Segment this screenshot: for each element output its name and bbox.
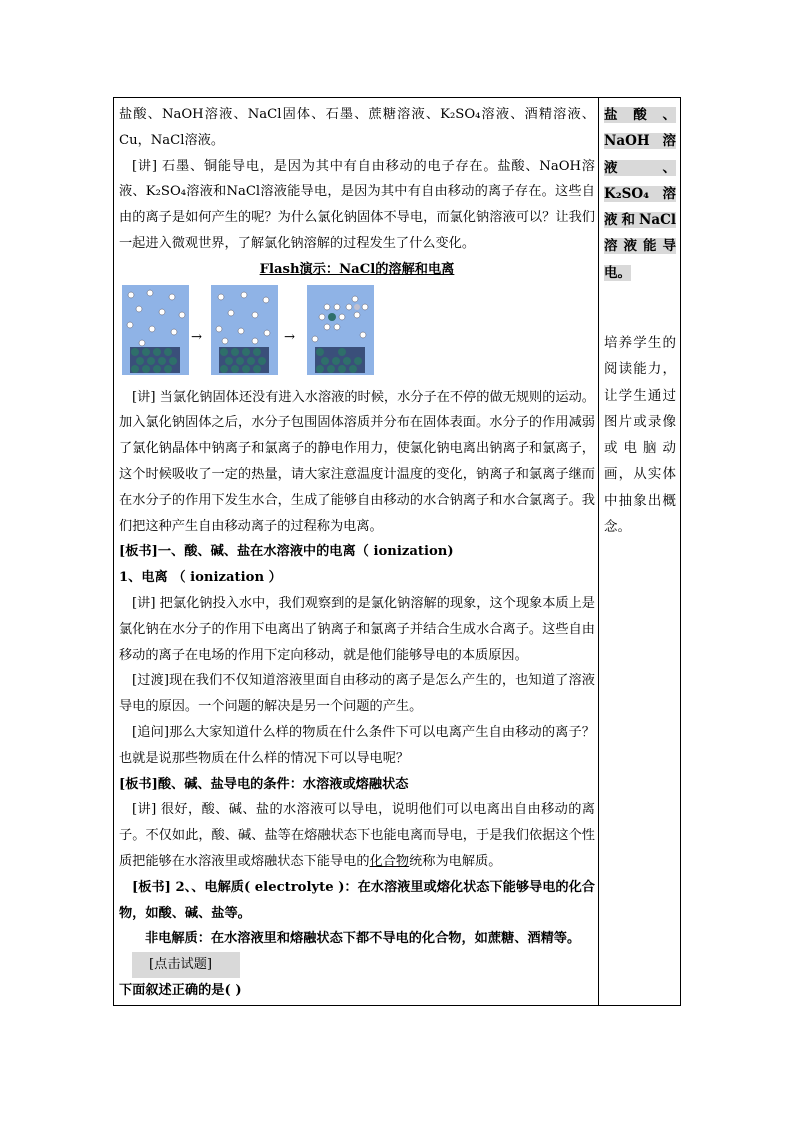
question-stem: 下面叙述正确的是( ) [119,982,242,998]
follow-up-question: [追问]那么大家知道什么样的物质在什么条件下可以电离产生自由移动的离子？也就是说那些物质在什么样的情况下可以导电呢？ [119,724,595,766]
underlined-term: 化合物 [369,853,410,869]
exercise-label: [点击试题] [119,952,595,978]
nacl-dissolution-figures [119,285,595,381]
section-ionization: 1、电离 （ ionization ） [119,570,282,586]
board-electrolyte-definition: [板书] 2、、电解质( electrolyte )：在水溶液里或熔化状态下能够导电的化合物，如酸、碱、盐等。 [119,879,595,921]
materials-list: 盐酸、NaOH溶液、NaCl固体、石墨、蔗糖溶液、K₂SO₄溶液、酒精溶液、Cu，NaCl溶液。 [119,107,595,148]
side-note-teaching-goal: 培养学生的阅读能力，让学生通过图片或录像或电脑动画，从实体中抽象出概念。 [604,335,676,536]
lecture-paragraph-1: [讲] 石墨、铜能导电，是因为其中有自由移动的电子存在。盐酸、NaOH溶液、K₂SO₄溶液和NaCl溶液能导电，是因为其中有自由移动的离子存在。这些自由的离子是如何产生的呢？为什么氯化钠固体不导电，而氯化钠溶液可以？让我们一起进入微观世界，了解氯化钠溶解的过程发生了什么变化。 [119,158,595,251]
lecture-paragraph-2: [讲] 当氯化钠固体还没有进入水溶液的时候，水分子在不停的做无规则的运动。加入氯化钠固体之后，水分子包围固体溶质并分布在固体表面。水分子的作用减弱了氯化钠晶体中钠离子和氯离子的静电作用力，使氯化钠电离出钠离子和氯离子，这个时候吸收了一定的热量，请大家注意温度计温度的变化，钠离子和氯离子继而在水分子的作用下发生水合，生成了能够自由移动的水合钠离子和水合氯离子。我们把这种产生自由移动离子的过程称为电离。 [119,389,595,534]
main-column [119,102,595,1004]
lesson-table [113,97,681,1006]
transition-paragraph: [过渡]现在我们不仅知道溶液里面自由移动的离子是怎么产生的，也知道了溶液导电的原因。一个问题的解决是另一个问题的产生。 [119,673,595,715]
flash-demo-title: Flash演示：NaCl的溶解和电离 [259,261,455,277]
non-electrolyte-definition: 非电解质：在水溶液里和熔融状态下都不导电的化合物，如蔗糖、酒精等。 [145,931,581,947]
arrow-icon: → [284,329,296,345]
nacl-solid-in-water-image [122,285,189,375]
nacl-crystal [130,347,180,373]
side-note-conductivity: 盐酸、NaOH溶液、K₂SO₄溶液和NaCl溶液能导电。 [604,107,676,281]
board-heading-ionization: [板书]一、酸、碱、盐在水溶液中的电离（ ionization) [119,544,454,560]
column-divider [598,98,599,1005]
hydrated-ions-image [307,285,374,375]
arrow-icon: → [191,329,203,345]
lecture-paragraph-4: [讲] 很好，酸、碱、盐的水溶液可以导电，说明他们可以电离出自由移动的离子。不仅如此，酸、碱、盐等在熔融状态下也能电离而导电，于是我们依据这个性质把能够在水溶液里或熔融状态下能导电的化合物统称为电解质。 [119,802,595,869]
lecture-paragraph-3: [讲] 把氯化钠投入水中，我们观察到的是氯化钠溶解的现象，这个现象本质上是氯化钠在水分子的作用下电离出了钠离子和氯离子并结合生成水合离子。这些自由移动的离子在电场的作用下定向移动，就是他们能够导电的本质原因。 [119,595,595,663]
board-conduction-conditions: [板书]酸、碱、盐导电的条件：水溶液或熔融状态 [119,776,409,792]
water-surrounding-crystal-image [211,285,278,375]
